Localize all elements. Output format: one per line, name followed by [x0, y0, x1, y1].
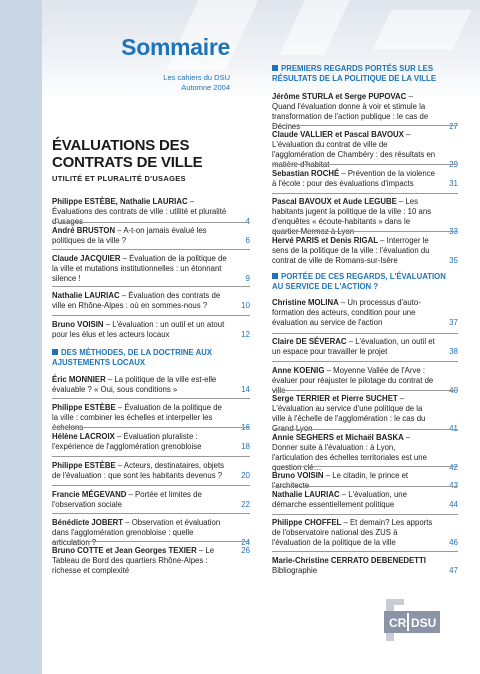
divider — [52, 485, 250, 486]
entry-title: – L'évaluation du contrat de ville de l'agglomération de Chambéry : des résultats en matière d'habitat — [272, 130, 436, 169]
entry-page: 22 — [241, 500, 250, 509]
side-band — [0, 0, 42, 674]
toc-entry[interactable] — [272, 471, 458, 491]
entry-page: 6 — [245, 236, 250, 245]
entry-authors: Bruno COTTE et Jean Georges TEXIER — [52, 546, 197, 555]
divider — [52, 427, 250, 428]
divider — [272, 466, 458, 467]
entry-page: 24 — [241, 538, 250, 547]
intro-title: ÉVALUATIONS DES CONTRATS DE VILLE — [52, 137, 203, 171]
entry-page: 12 — [241, 330, 250, 339]
title-block — [100, 34, 230, 93]
divider — [52, 541, 250, 542]
entry-page: 40 — [449, 386, 458, 395]
divider — [272, 231, 458, 232]
entry-title: – L'évaluation, un outil et un espace pour travailler le projet — [272, 337, 435, 356]
entry-title: – Évaluation de la politique de la ville : combiner les échelles et interpeller les échelons — [52, 403, 222, 432]
entry-authors: Philippe ESTÈBE — [52, 403, 116, 412]
entry-title: Bibliographie — [272, 566, 318, 575]
toc-entry[interactable] — [52, 254, 250, 284]
divider — [272, 486, 458, 487]
entry-title: – Moyenne Vallée de l'Arve : évaluer pour réajuster le pilotage du contrat de ville — [272, 366, 434, 395]
entry-authors: Bruno VOISIN — [52, 320, 104, 329]
square-bullet-icon — [272, 273, 278, 279]
entry-title: – Et demain? Les apports de l'observatoire national des ZUS à l'évaluation de la politique de la ville — [272, 518, 433, 547]
page-title: Sommaire — [121, 34, 230, 60]
toc-entry[interactable] — [52, 432, 250, 452]
logo-text-dsu: DSU — [411, 616, 437, 630]
entry-page: 16 — [241, 423, 250, 432]
toc-entry[interactable] — [272, 518, 458, 548]
entry-authors: Bénédicte JOBERT — [52, 518, 124, 527]
entry-title: – Les habitants jugent la politique de la ville : 10 ans d'enquêtes « écoute-habitants » dans le quartier Mermoz à Lyon — [272, 197, 432, 236]
decorative-shape — [279, 0, 350, 55]
crdsu-logo — [380, 597, 442, 647]
square-bullet-icon — [272, 65, 278, 71]
entry-page: 44 — [449, 500, 458, 509]
entry-page: 47 — [449, 566, 458, 575]
entry-authors: Pascal BAVOUX et Aude LEGUBE — [272, 197, 397, 206]
toc-entry[interactable] — [272, 169, 458, 189]
entry-page: 38 — [449, 347, 458, 356]
entry-title: – Évaluation des contrats de ville en Rhône-Alpes : où en sommes-nous ? — [52, 291, 221, 310]
entry-page: 27 — [449, 122, 458, 131]
entry-authors: Hervé PARIS et Denis RIGAL — [272, 236, 379, 245]
entry-title: – Évaluations des contrats de ville : utilité et pluralité d'usages — [52, 197, 227, 226]
entry-page: 42 — [449, 463, 458, 472]
entry-authors: Éric MONNIER — [52, 375, 106, 384]
entry-title: – A-t-on jamais évalué les politiques de la ville ? — [52, 226, 207, 245]
entry-authors: Philippe ESTÈBE — [52, 461, 116, 470]
toc-entry[interactable] — [272, 298, 458, 328]
divider — [52, 398, 250, 399]
entry-authors: Marie-Christine CERRATO DEBENEDETTI — [272, 556, 426, 565]
toc-entry[interactable] — [52, 320, 250, 340]
entry-authors: Serge TERRIER et Pierre SUCHET — [272, 394, 398, 403]
entry-title: – Interroger le sens de la politique de la ville : l'évaluation du contrat de ville de Romans-sur-Isère — [272, 236, 430, 265]
entry-page: 4 — [245, 217, 250, 226]
entry-page: 33 — [449, 227, 458, 236]
entry-title: – Quand l'évaluation donne à voir et stimule la transformation de l'action publique : le cas de Décines — [272, 92, 429, 131]
entry-authors: Christine MOLINA — [272, 298, 339, 307]
entry-title: – Observation et évaluation dans l'agglomération grenobloise : quelle articulation ? — [52, 518, 221, 547]
toc-entry[interactable] — [272, 394, 458, 434]
entry-page: 35 — [449, 256, 458, 265]
toc-entry[interactable] — [52, 403, 250, 433]
entry-title: – L'évaluation au service d'une politique de la ville à l'échelle de l'agglomération : le cas du Grand Lyon — [272, 394, 426, 433]
toc-entry[interactable] — [272, 92, 458, 132]
entry-authors: Bruno VOISIN — [272, 471, 324, 480]
entry-title: – Portée et limites de l'observation sociale — [52, 490, 202, 509]
entry-page: 43 — [449, 481, 458, 490]
divider — [272, 164, 458, 165]
entry-page: 37 — [449, 318, 458, 327]
entry-title: – Le Tableau de Bord des quartiers Rhône-Alpes : richesse et complexité — [52, 546, 215, 575]
section-heading-first-looks: PREMIERS REGARDS PORTÉS SUR LES RÉSULTATS DE LA POLITIQUE DE LA VILLE — [272, 64, 437, 83]
toc-entry[interactable] — [52, 461, 250, 481]
entry-title: – Évaluation pluraliste : l'expérience de l'agglomération grenobloise — [52, 432, 202, 451]
toc-entry[interactable] — [52, 490, 250, 510]
entry-page: 26 — [241, 546, 250, 555]
divider — [272, 390, 458, 391]
entry-title: – Un processus d'auto-formation des acteurs, condition pour une évaluation au service de l'action — [272, 298, 421, 327]
divider — [272, 361, 458, 362]
entry-authors: Anne KOENIG — [272, 366, 325, 375]
entry-page: 29 — [449, 160, 458, 169]
toc-entry[interactable] — [272, 366, 458, 396]
toc-entry[interactable] — [272, 236, 458, 266]
logo-text-cr: CR — [389, 616, 407, 630]
issue-label: Automne 2004 — [181, 83, 230, 92]
entry-authors: Claude VALLIER et Pascal BAVOUX — [272, 130, 404, 139]
section-heading-scope: PORTÉE DE CES REGARDS, L'ÉVALUATION AU SERVICE DE L'ACTION ? — [272, 272, 446, 291]
divider — [272, 333, 458, 334]
divider — [272, 551, 458, 552]
entry-authors: Claude JACQUIER — [52, 254, 121, 263]
entry-page: 10 — [241, 301, 250, 310]
publication-name: Les cahiers du DSU — [163, 73, 230, 82]
entry-authors: Francie MÉGEVAND — [52, 490, 127, 499]
divider — [52, 222, 250, 223]
entry-authors: Hélène LACROIX — [52, 432, 115, 441]
toc-entry[interactable] — [52, 546, 250, 576]
entry-title: – L'évaluation : un outil et un atout pour les élus et les acteurs locaux — [52, 320, 225, 339]
entry-authors: Philippe ESTÈBE, Nathalie LAURIAC — [52, 197, 188, 206]
entry-title: – Acteurs, destinataires, objets de l'évaluation : que sont les habitants devenus ? — [52, 461, 225, 480]
divider — [272, 125, 458, 126]
divider — [272, 514, 458, 515]
toc-entry[interactable] — [52, 518, 250, 548]
divider — [272, 193, 458, 194]
entry-page: 14 — [241, 385, 250, 394]
toc-entry[interactable] — [52, 375, 250, 395]
entry-title: – La politique de la ville est-elle évaluable ? « Oui, sous conditions » — [52, 375, 217, 394]
square-bullet-icon — [52, 349, 58, 355]
entry-authors: André BRUSTON — [52, 226, 116, 235]
decorative-shape — [373, 10, 472, 50]
entry-page: 9 — [245, 274, 250, 283]
toc-entry[interactable] — [272, 337, 458, 357]
entry-page: 20 — [241, 471, 250, 480]
section-heading-methods: DES MÉTHODES, DE LA DOCTRINE AUX AJUSTEMENTS LOCAUX — [52, 348, 213, 367]
entry-page: 41 — [449, 424, 458, 433]
entry-authors: Nathalie LAURIAC — [52, 291, 120, 300]
entry-authors: Sebastian ROCHÉ — [272, 169, 340, 178]
entry-authors: Annie SEGHERS et Michaël BASKA — [272, 433, 404, 442]
entry-title: – Donner suite à l'évaluation : à Lyon, l'articulation des échelles territoriales est une question clé… — [272, 433, 427, 472]
toc-entry[interactable] — [52, 291, 250, 311]
toc-entry[interactable] — [272, 433, 458, 473]
divider — [272, 429, 458, 430]
toc-entry[interactable] — [272, 490, 458, 510]
entry-page: 18 — [241, 442, 250, 451]
toc-entry[interactable] — [52, 226, 250, 246]
divider — [52, 315, 250, 316]
entry-page: 46 — [449, 538, 458, 547]
entry-authors: Nathalie LAURIAC — [272, 490, 340, 499]
divider — [52, 249, 250, 250]
entry-page: 31 — [449, 179, 458, 188]
entry-authors: Claire DE SÉVERAC — [272, 337, 347, 346]
toc-entry[interactable] — [272, 556, 458, 576]
entry-title: – L'évaluation, une démarche essentiellement politique — [272, 490, 407, 509]
intro-heading — [52, 137, 250, 183]
entry-authors: Philippe CHOFFEL — [272, 518, 342, 527]
divider — [52, 513, 250, 514]
divider — [52, 286, 250, 287]
intro-subtitle: UTILITÉ ET PLURALITÉ D'USAGES — [52, 174, 186, 183]
entry-authors: Jérôme STURLA et Serge PUPOVAC — [272, 92, 407, 101]
entry-title: – Le citadin, le prince et l'architecte — [272, 471, 409, 490]
divider — [52, 456, 250, 457]
entry-title: – Évaluation de la politique de la ville et mutations institutionnelles : un étonnant silence ! — [52, 254, 227, 283]
entry-title: – Prévention de la violence à l'école : pour des évaluations d'impacts — [272, 169, 435, 188]
